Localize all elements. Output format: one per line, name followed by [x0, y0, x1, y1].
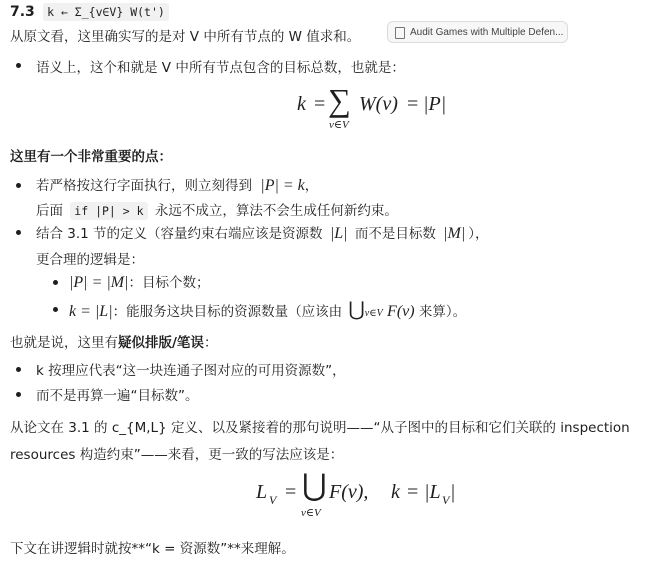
bullet-text: 结合 3.1 节的定义（容量约束右端应该是资源数 — [36, 226, 323, 242]
paragraph-text: ： — [203, 335, 218, 351]
sub-bullet-dot — [53, 307, 58, 312]
union-subscript: v∈V — [364, 308, 383, 319]
sub-bullet-item — [69, 271, 210, 292]
eq2-subscript: v∈V — [301, 507, 321, 519]
bullet-dot — [16, 183, 21, 188]
bullet-text: ）， — [468, 226, 489, 242]
eq2-lhs: L — [256, 481, 268, 503]
equation-sum — [0, 80, 663, 132]
eq2-lhs-subscript: V — [269, 493, 277, 507]
section-number: 7.3 — [10, 4, 35, 20]
eq1-subscript: v∈V — [329, 119, 349, 131]
eq2-body: F(v), — [329, 481, 369, 503]
bullet-text: 若严格按这行字面执行，则立刻得到 — [36, 178, 252, 194]
citation-chip[interactable] — [387, 21, 568, 43]
bullet-text: 而不是目标数 — [354, 226, 436, 242]
eq2-k: k — [391, 481, 400, 503]
eq2-rhs: |L — [424, 481, 441, 503]
inline-math: |P| = |M| — [69, 274, 129, 291]
inline-math: |P| = k — [260, 177, 305, 194]
inline-code: if |P| > k — [70, 202, 147, 220]
emphasis-text: 疑似排版/笔误 — [118, 335, 204, 351]
section-heading — [10, 4, 169, 20]
bullet-item: k 按理应代表“这一块连通子图对应的可用资源数”， — [36, 363, 346, 379]
bullet-item — [36, 174, 318, 195]
eq2-rhs-subscript: V — [442, 493, 450, 507]
sub-bullet-text: ：能服务这块目标的资源数量（应该由 — [112, 304, 343, 320]
document-icon — [395, 27, 405, 39]
bullet-continuation — [36, 199, 398, 219]
paragraph-2 — [10, 331, 217, 351]
bullet-continuation: 更合理的逻辑是： — [36, 252, 144, 268]
citation-label: Audit Games with Multiple Defen... — [410, 27, 564, 38]
bullet-item — [36, 222, 489, 243]
eq1-equals-2: = — [407, 93, 419, 115]
eq1-body: W(v) — [359, 93, 398, 115]
eq1-lhs: k — [297, 93, 306, 115]
union-symbol: ⋃ — [302, 469, 327, 502]
union-symbol: ⋃ — [348, 299, 365, 321]
eq2-equals-2: = — [407, 481, 419, 503]
sub-bullet-item — [69, 297, 466, 322]
bullet-item: 语义上，这个和就是 V 中所有节点包含的目标总数，也就是： — [36, 60, 405, 76]
paragraph-4: 下文在讲逻辑时就按**“k = 资源数”**来理解。 — [10, 541, 295, 557]
sum-symbol: ∑ — [328, 82, 351, 118]
bullet-text: ， — [304, 178, 319, 194]
sub-bullet-dot — [53, 280, 58, 285]
paragraph-text: 也就是说，这里有 — [10, 335, 118, 351]
bullet-text: 后面 — [36, 203, 63, 219]
equation-union — [0, 468, 663, 520]
inline-math: |L| — [329, 225, 348, 242]
bullet-dot — [16, 392, 21, 397]
heading-code: k ← Σ_{v∈V} W(t') — [43, 3, 169, 21]
eq1-rhs: |P| — [423, 93, 447, 115]
bullet-dot — [16, 63, 21, 68]
sub-bullet-text: 来算）。 — [418, 304, 467, 320]
inline-math: F(v) — [387, 303, 415, 320]
paragraph-3-line-1: 从论文在 3.1 的 c_{M,L} 定义、以及紧接着的那句说明——“从子图中的目标和它们关联的 inspection — [10, 420, 630, 436]
sub-bullet-text: ：目标个数； — [128, 275, 210, 291]
paragraph-3-line-2: resources 构造约束”——来看，更一致的写法应该是： — [10, 447, 344, 463]
important-note-heading: 这里有一个非常重要的点： — [10, 149, 172, 165]
paragraph-1: 从原文看，这里确实写的是对 V 中所有节点的 W 值求和。 — [10, 29, 361, 45]
inline-math: k = |L| — [69, 303, 113, 320]
inline-math: |M| — [443, 225, 466, 242]
bullet-dot — [16, 230, 21, 235]
eq1-equals: = — [314, 93, 326, 115]
bullet-dot — [16, 367, 21, 372]
bullet-item: 而不是再算一遍“目标数”。 — [36, 388, 199, 404]
eq2-rhs-bar: | — [451, 481, 456, 503]
bullet-text: 永远不成立，算法不会生成任何新约束。 — [154, 203, 398, 219]
eq2-equals: = — [285, 481, 297, 503]
